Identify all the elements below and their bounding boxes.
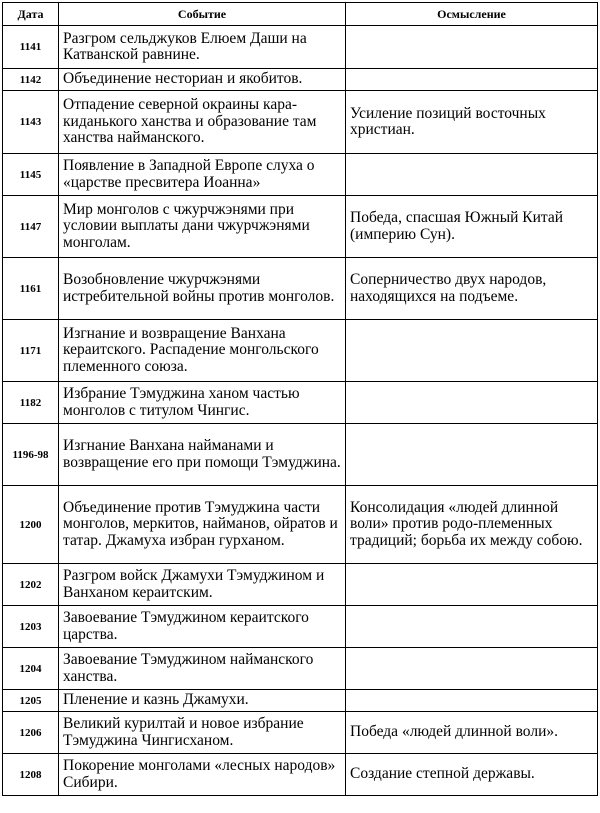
row-event: Избрание Тэмуджина ханом частью монголов с титулом Чингис.	[59, 382, 346, 424]
row-meaning: Усиление позиций восточных христиан.	[346, 91, 598, 154]
row-event: Изгнание Ванхана найманами и возвращение его при помощи Тэмуджина.	[59, 424, 346, 486]
table-row	[3, 196, 598, 258]
row-date: 1202	[3, 564, 59, 606]
row-event: Объединение против Тэмуджина части монголов, меркитов, найманов, ойратов и татар. Джамуха избран гурханом.	[59, 486, 346, 564]
table-row	[3, 69, 598, 91]
header-event: Событие	[59, 3, 346, 26]
table-row	[3, 320, 598, 382]
row-date: 1196-98	[3, 424, 59, 486]
row-date: 1203	[3, 606, 59, 648]
row-date: 1142	[3, 69, 59, 91]
header-date: Дата	[3, 3, 59, 26]
row-date: 1200	[3, 486, 59, 564]
row-event: Разгром сельджуков Елюем Даши на Катванской равнине.	[59, 26, 346, 69]
row-event: Изгнание и возвращение Ванхана кераитского. Распадение монгольского племенного союза.	[59, 320, 346, 382]
row-date: 1206	[3, 712, 59, 754]
header-row	[3, 3, 598, 26]
header-meaning: Осмысление	[346, 3, 598, 26]
row-meaning: Соперничество двух народов, находящихся на подъеме.	[346, 258, 598, 320]
row-date: 1145	[3, 154, 59, 196]
row-meaning: Победа «людей длинной воли».	[346, 712, 598, 754]
row-meaning: Создание степной державы.	[346, 754, 598, 796]
table-row	[3, 26, 598, 69]
table-row	[3, 648, 598, 690]
table-row	[3, 712, 598, 754]
row-meaning: Победа, спасшая Южный Китай (империю Сун).	[346, 196, 598, 258]
table-row	[3, 154, 598, 196]
row-event: Разгром войск Джамухи Тэмуджином и Ванханом кераитским.	[59, 564, 346, 606]
row-meaning	[346, 382, 598, 424]
row-meaning	[346, 69, 598, 91]
row-meaning	[346, 690, 598, 712]
row-date: 1205	[3, 690, 59, 712]
row-event: Появление в Западной Европе слуха о «царстве пресвитера Иоанна»	[59, 154, 346, 196]
row-event: Завоевание Тэмуджином кераитского царства.	[59, 606, 346, 648]
row-date: 1171	[3, 320, 59, 382]
row-event: Покорение монголами «лесных народов» Сибири.	[59, 754, 346, 796]
row-event: Великий курилтай и новое избрание Тэмуджина Чингисханом.	[59, 712, 346, 754]
table-row	[3, 91, 598, 154]
chronology-table	[2, 2, 598, 796]
row-meaning: Консолидация «людей длинной воли» против родо-племенных традиций; борьба их между собою.	[346, 486, 598, 564]
table-row	[3, 606, 598, 648]
row-event: Завоевание Тэмуджином найманского ханства.	[59, 648, 346, 690]
row-meaning	[346, 424, 598, 486]
table-row	[3, 564, 598, 606]
row-date: 1147	[3, 196, 59, 258]
row-meaning	[346, 606, 598, 648]
row-date: 1161	[3, 258, 59, 320]
row-date: 1208	[3, 754, 59, 796]
row-date: 1141	[3, 26, 59, 69]
table-body	[3, 26, 598, 796]
row-meaning	[346, 320, 598, 382]
row-event: Объединение несториан и якобитов.	[59, 69, 346, 91]
row-event: Мир монголов с чжурчжэнями при условии выплаты дани чжурчжэнями монголам.	[59, 196, 346, 258]
row-meaning	[346, 564, 598, 606]
row-date: 1182	[3, 382, 59, 424]
row-event: Пленение и казнь Джамухи.	[59, 690, 346, 712]
table-row	[3, 486, 598, 564]
row-meaning	[346, 154, 598, 196]
row-date: 1143	[3, 91, 59, 154]
table-row	[3, 382, 598, 424]
table-row	[3, 258, 598, 320]
row-meaning	[346, 26, 598, 69]
row-event: Отпадение северной окраины кара-киданького ханства и образование там ханства найманского.	[59, 91, 346, 154]
row-event: Возобновление чжурчжэнями истребительной войны против монголов.	[59, 258, 346, 320]
table-row	[3, 424, 598, 486]
table-row	[3, 690, 598, 712]
row-meaning	[346, 648, 598, 690]
table-row	[3, 754, 598, 796]
row-date: 1204	[3, 648, 59, 690]
